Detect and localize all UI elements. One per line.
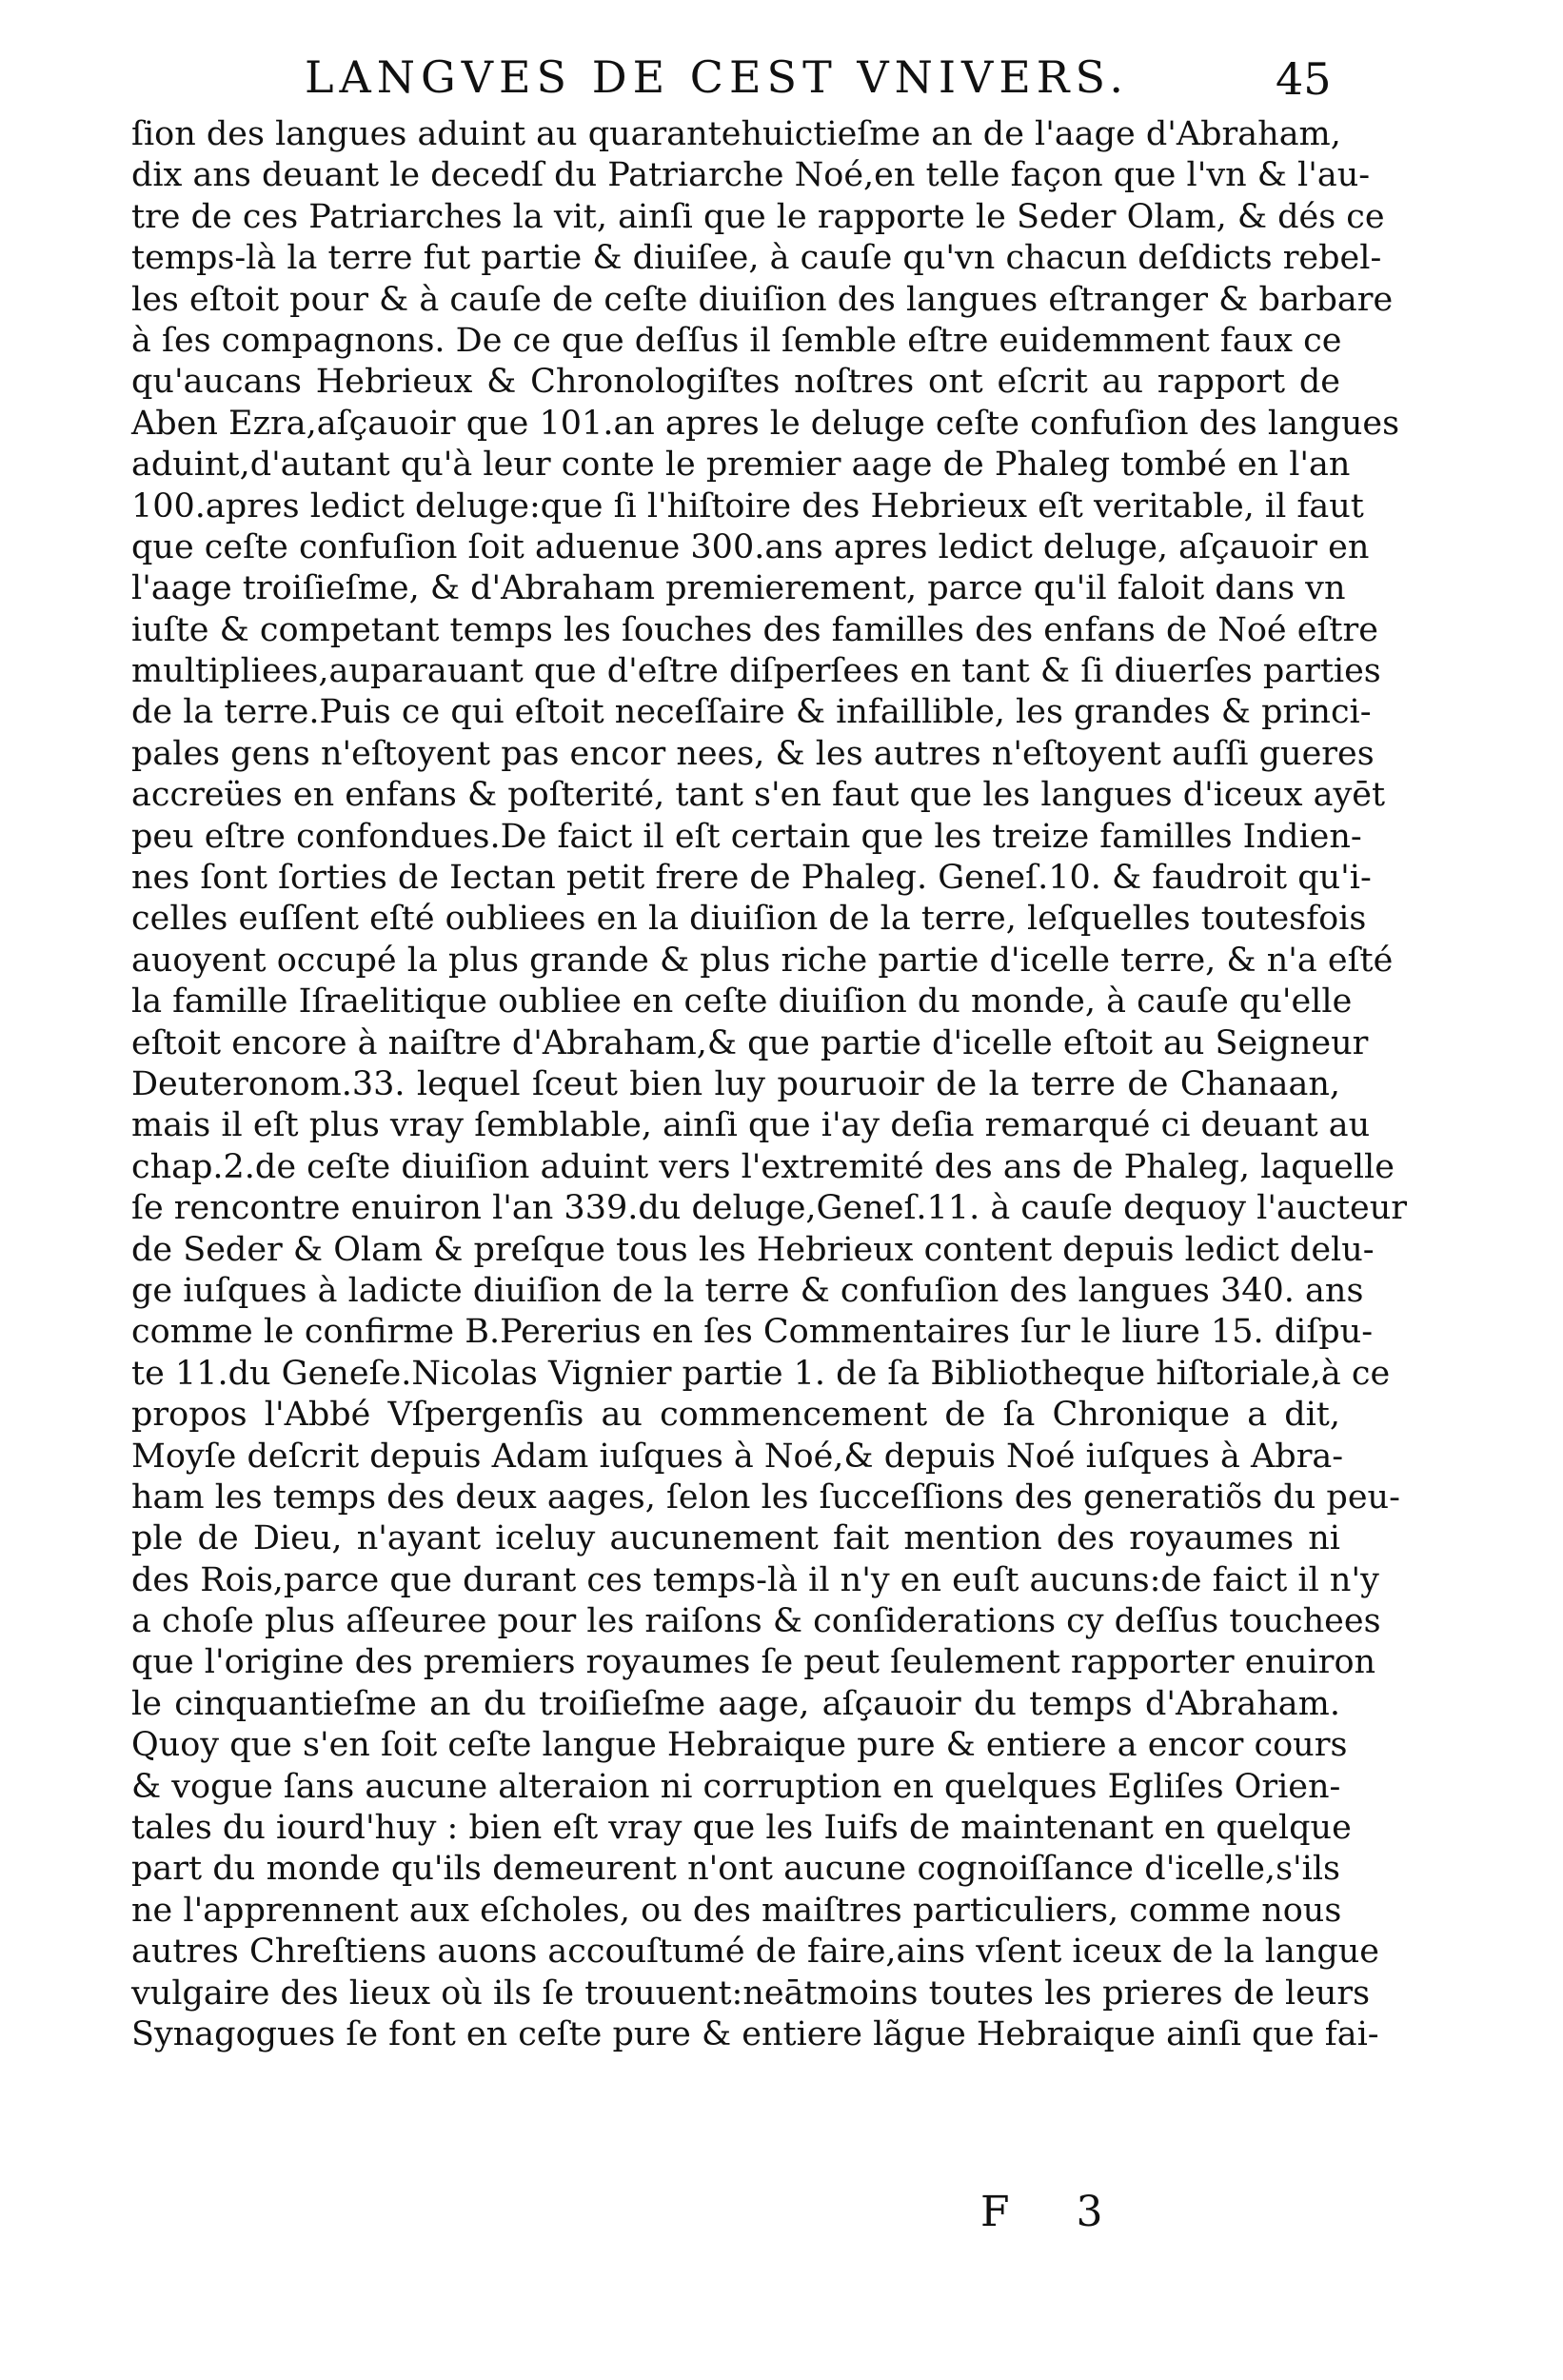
text-line: aduint,d'autant qu'à leur conte le premier aage de Phaleg tombé en l'an <box>131 446 1351 485</box>
running-title: LANGVES DE CEST VNIVERS. <box>305 51 1129 103</box>
signature-mark: F 3 <box>980 2188 1130 2236</box>
text-line: la famille Iſraelitique oubliee en ceſte diuiſion du monde, à cauſe qu'elle <box>131 982 1353 1021</box>
text-line: dix ans deuant le decedſ du Patriarche Noé,en telle façon que l'vn & l'au- <box>131 156 1371 195</box>
text-line: & vogue ſans aucune alteraion ni corruption en quelques Egliſes Orien- <box>131 1767 1341 1806</box>
text-line: part du monde qu'ils demeurent n'ont aucune cognoiſſance d'icelle,s'ils <box>131 1850 1340 1889</box>
text-line: Quoy que s'en ſoit ceſte langue Hebraique pure & entiere a encor cours <box>131 1726 1348 1765</box>
text-line: ham les temps des deux aages, ſelon les ſucceſſions des generatiõs du peu- <box>131 1478 1400 1517</box>
text-line: chap.2.de ceſte diuiſion aduint vers l'extremité des ans de Phaleg, laquelle <box>131 1147 1395 1186</box>
text-line: accreües en enfans & poſterité, tant s'en faut que les langues d'iceux ayēt <box>131 776 1386 815</box>
text-line: eſtoit encore à naiſtre d'Abraham,& que partie d'icelle eſtoit au Seigneur <box>131 1023 1369 1062</box>
text-line: ſion des langues aduint au quarantehuictieſme an de l'aage d'Abraham, <box>131 115 1341 153</box>
text-line: de Seder & Olam & preſque tous les Hebrieux content depuis ledict delu- <box>131 1230 1375 1269</box>
text-line: ſe rencontre enuiron l'an 339.du deluge,Geneſ.11. à cauſe dequoy l'aucteur <box>131 1189 1408 1228</box>
text-line: ple de Dieu, n'ayant iceluy aucunement fait mention des royaumes ni <box>131 1519 1340 1558</box>
text-line: que l'origine des premiers royaumes ſe peut ſeulement rapporter enuiron <box>131 1643 1376 1682</box>
page-number: 45 <box>1276 53 1332 105</box>
text-line: propos l'Abbé Vſpergenſis au commencement de ſa Chronique a dit, <box>131 1396 1340 1435</box>
text-line: Synagogues ſe font en ceſte pure & entiere lãgue Hebraique ainſi que fai- <box>131 2014 1379 2053</box>
text-line: 100.apres ledict deluge:que ſi l'hiſtoire des Hebrieux eſt veritable, il faut <box>131 486 1364 526</box>
text-line: comme le confirme B.Pererius en ſes Commentaires ſur le liure 15. diſpu- <box>131 1313 1374 1352</box>
text-line: tre de ces Patriarches la vit, ainſi que le rapporte le Seder Olam, & dés ce <box>131 197 1385 236</box>
text-line: ne l'apprennent aux eſcholes, ou des maiſtres particuliers, comme nous <box>131 1891 1342 1930</box>
text-line: des Rois,parce que durant ces temps-là il n'y en euſt aucuns:de faict il n'y <box>131 1560 1379 1599</box>
text-line: Deuteronom.33. lequel ſceut bien luy pouruoir de la terre de Chanaan, <box>131 1064 1340 1103</box>
text-line: ge iuſques à ladicte diuiſion de la terre & confuſion des langues 340. ans <box>131 1271 1364 1310</box>
text-line: le cinquantieſme an du troiſieſme aage, aſçauoir du temps d'Abraham. <box>131 1684 1340 1723</box>
text-line: mais il eſt plus vray ſemblable, ainſi que i'ay deſia remarqué ci deuant au <box>131 1106 1371 1145</box>
text-line: nes ſont ſorties de Iectan petit frere de Phaleg. Geneſ.10. & faudroit qu'i- <box>131 859 1372 898</box>
text-line: les eſtoit pour & à cauſe de ceſte diuiſion des langues eſtranger & barbare <box>131 280 1394 319</box>
text-line: peu eſtre confondues.De faict il eſt certain que les treize familles Indien- <box>131 817 1362 856</box>
text-line: tales du iourd'huy : bien eſt vray que les Iuifs de maintenant en quelque <box>131 1809 1352 1848</box>
text-line: autres Chreſtiens auons accouſtumé de faire,ains vſent iceux de la langue <box>131 1933 1379 1972</box>
body-text <box>131 114 1408 2055</box>
text-line: à ſes compagnons. De ce que deſſus il ſemble eſtre euidemment faux ce <box>131 321 1342 360</box>
text-line: multipliees,auparauant que d'eſtre diſperſees en tant & ſi diuerſes parties <box>131 652 1381 691</box>
text-line: iuſte & competant temps les ſouches des familles des enfans de Noé eſtre <box>131 610 1378 649</box>
text-line: de la terre.Puis ce qui eſtoit neceſſaire & infaillible, les grandes & princi- <box>131 693 1372 732</box>
text-line: qu'aucans Hebrieux & Chronologiſtes noſtres ont eſcrit au rapport de <box>131 363 1340 402</box>
text-line: Moyſe deſcrit depuis Adam iuſques à Noé,& depuis Noé iuſques à Abra- <box>131 1437 1344 1476</box>
text-line: celles euſſent eſté oubliees en la diuiſion de la terre, leſquelles toutesfois <box>131 900 1367 939</box>
text-line: l'aage troiſieſme, & d'Abraham premierement, parce qu'il faloit dans vn <box>131 569 1346 608</box>
text-line: Aben Ezra,aſçauoir que 101.an apres le deluge ceſte confuſion des langues <box>131 404 1400 443</box>
text-line: temps-là la terre fut partie & diuiſee, à cauſe qu'vn chacun deſdicts rebel- <box>131 239 1382 278</box>
text-line: auoyent occupé la plus grande & plus riche partie d'icelle terre, & n'a eſté <box>131 941 1394 980</box>
text-line: a choſe plus aſſeuree pour les raiſons & conſiderations cy deſſus touchees <box>131 1602 1381 1641</box>
text-line: vulgaire des lieux où ils ſe trouuent:neātmoins toutes les prieres de leurs <box>131 1973 1371 2013</box>
text-line: que ceſte confuſion ſoit aduenue 300.ans apres ledict deluge, aſçauoir en <box>131 527 1370 566</box>
text-line: pales gens n'eſtoyent pas encor nees, & les autres n'eſtoyent auſſi gueres <box>131 734 1375 773</box>
text-line: te 11.du Geneſe.Nicolas Vignier partie 1. de ſa Bibliotheque hiſtoriale,à ce <box>131 1354 1391 1393</box>
